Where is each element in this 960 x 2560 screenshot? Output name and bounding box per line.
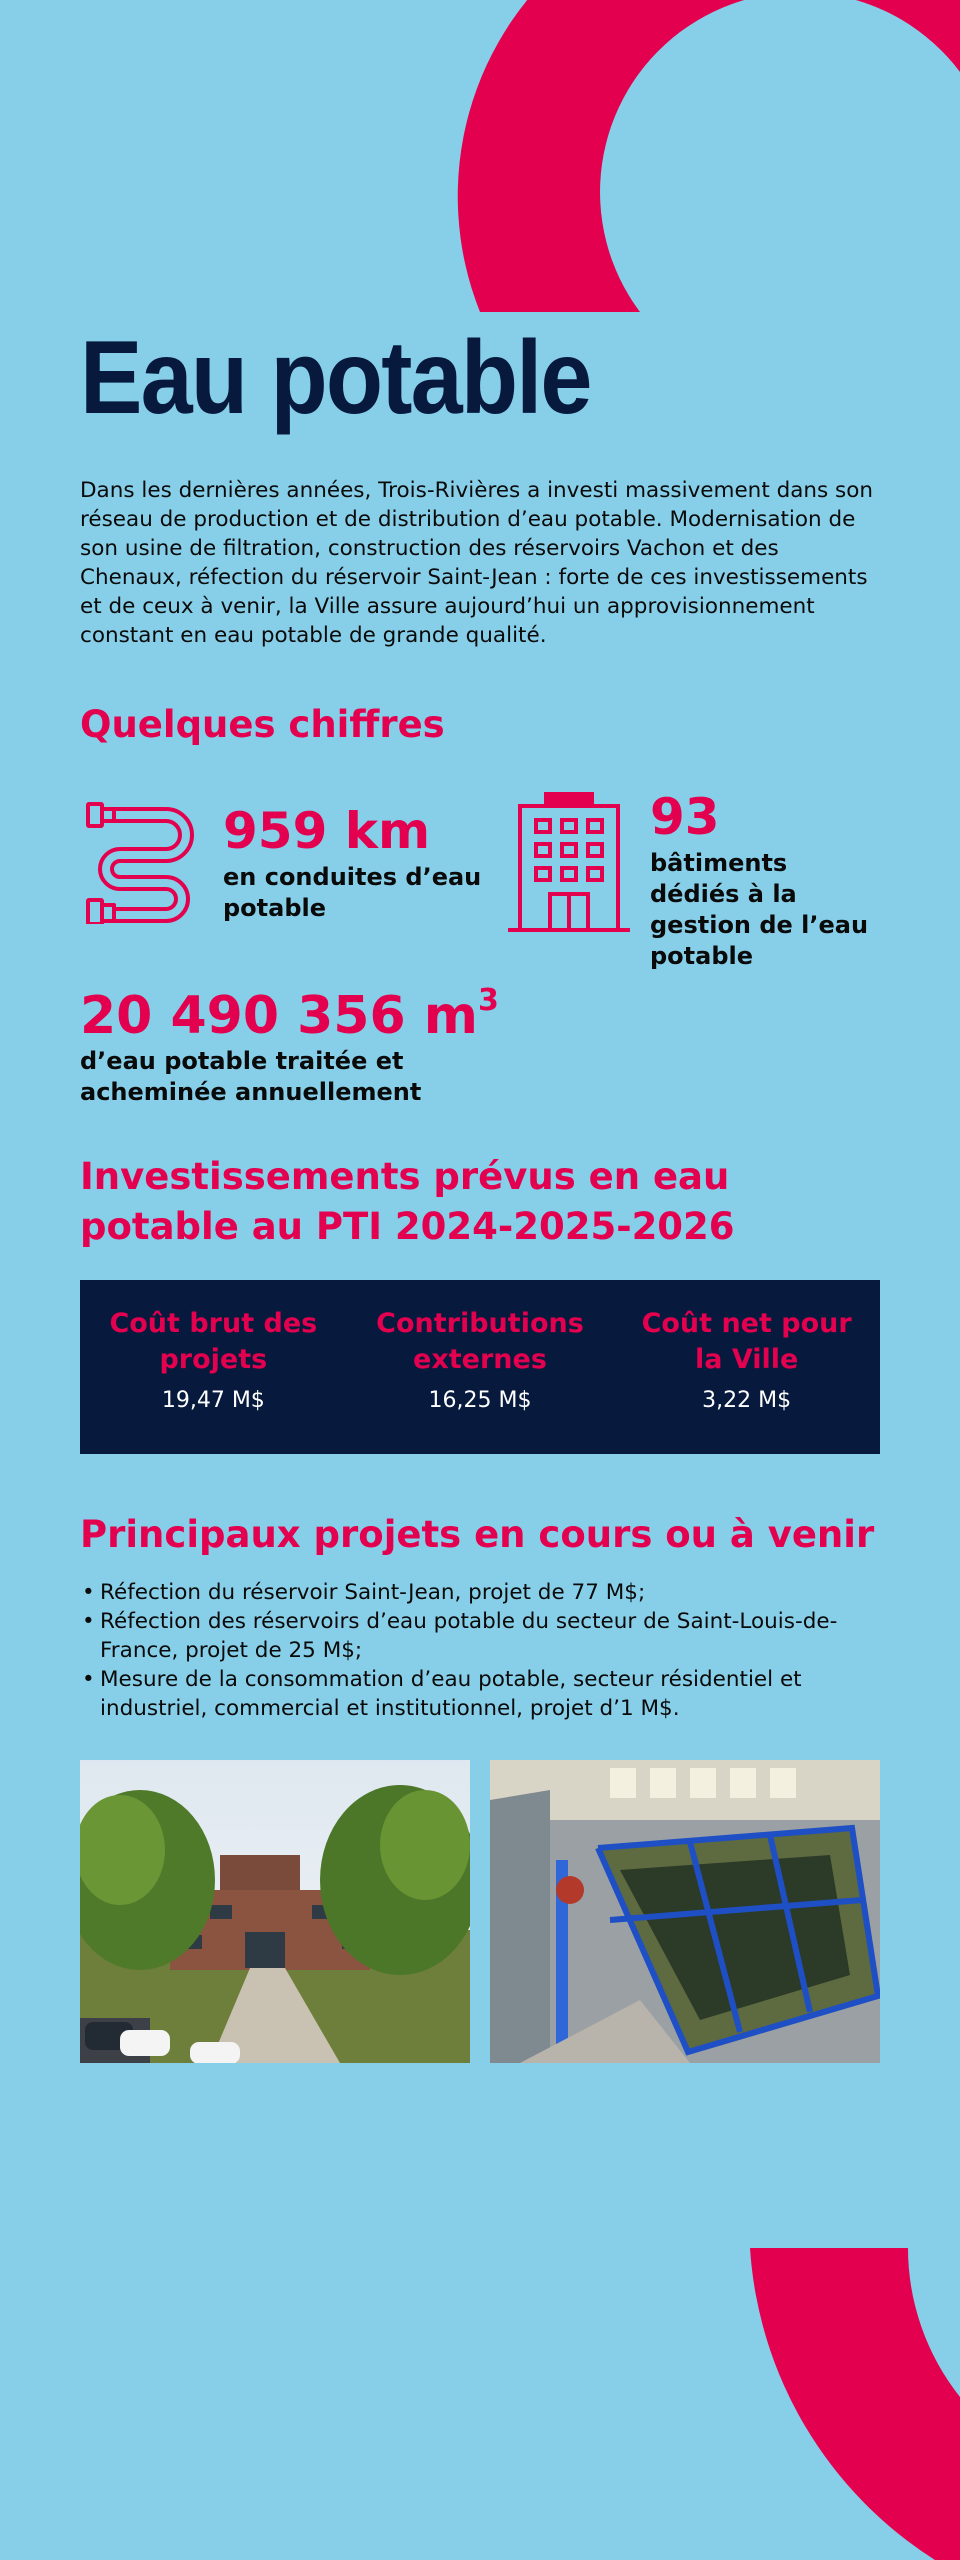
column-header: Coût brut des projets — [109, 1308, 318, 1375]
projects-list — [80, 1578, 880, 1723]
pipes-value: 959 km — [223, 802, 431, 860]
intro-paragraph: Dans les dernières années, Trois-Rivières a investi massivement dans son réseau de production et de distribution d’eau potable. Modernisation de son usine de filtration, construction des réservoirs Vachon et des Chenaux, réfection du réservoir Saint-Jean : forte de ces investissements et de ceux à venir, la Ville assure aujourd’hui un approvisionnement constant en eau potable de grande qualité. — [80, 478, 874, 648]
column-header: Coût net pour la Ville — [641, 1308, 852, 1375]
treatment-basin-photo — [490, 1760, 880, 2063]
volume-value — [80, 983, 499, 1046]
investments-column-gross — [93, 1306, 333, 1416]
pipe-icon — [80, 800, 204, 924]
buildings-value: 93 — [650, 788, 720, 846]
projects-heading: Principaux projets en cours ou à venir — [80, 1513, 875, 1556]
page-title: Eau potable — [80, 320, 591, 436]
bottom-arc-decoration — [0, 2240, 960, 2560]
list-item: • Réfection du réservoir Saint-Jean, projet de 77 M$; — [80, 1578, 880, 1607]
investments-heading: Investissements prévus en eau potable au PTI 2024-2025-2026 — [80, 1155, 735, 1248]
list-item: • Mesure de la consommation d’eau potable, secteur résidentiel et industriel, commercial et institutionnel, projet d’1 M$. — [80, 1665, 880, 1723]
building-exterior-photo — [80, 1760, 470, 2063]
volume-stat — [80, 983, 499, 1108]
investments-table — [80, 1280, 880, 1454]
column-value: 16,25 M$ — [428, 1388, 532, 1413]
building-icon — [506, 790, 632, 934]
list-item: • Réfection des réservoirs d’eau potable du secteur de Saint-Louis-de-France, projet de 25 M$; — [80, 1607, 880, 1665]
column-header: Contributions externes — [376, 1308, 584, 1375]
pipes-stat — [223, 802, 483, 924]
volume-unit-superscript: 3 — [477, 983, 499, 1018]
pipes-label: en conduites d’eau potable — [223, 863, 482, 922]
buildings-stat — [650, 788, 880, 972]
figures-heading: Quelques chiffres — [80, 703, 445, 746]
column-value: 19,47 M$ — [161, 1388, 265, 1413]
volume-label: d’eau potable traitée et acheminée annuellement — [80, 1047, 422, 1106]
investments-column-net — [627, 1306, 867, 1416]
column-value: 3,22 M$ — [702, 1388, 792, 1413]
buildings-label: bâtiments dédiés à la gestion de l’eau potable — [650, 849, 869, 970]
volume-number: 20 490 356 m — [80, 986, 478, 1046]
top-arc-decoration — [0, 0, 960, 320]
investments-column-external — [360, 1306, 600, 1416]
